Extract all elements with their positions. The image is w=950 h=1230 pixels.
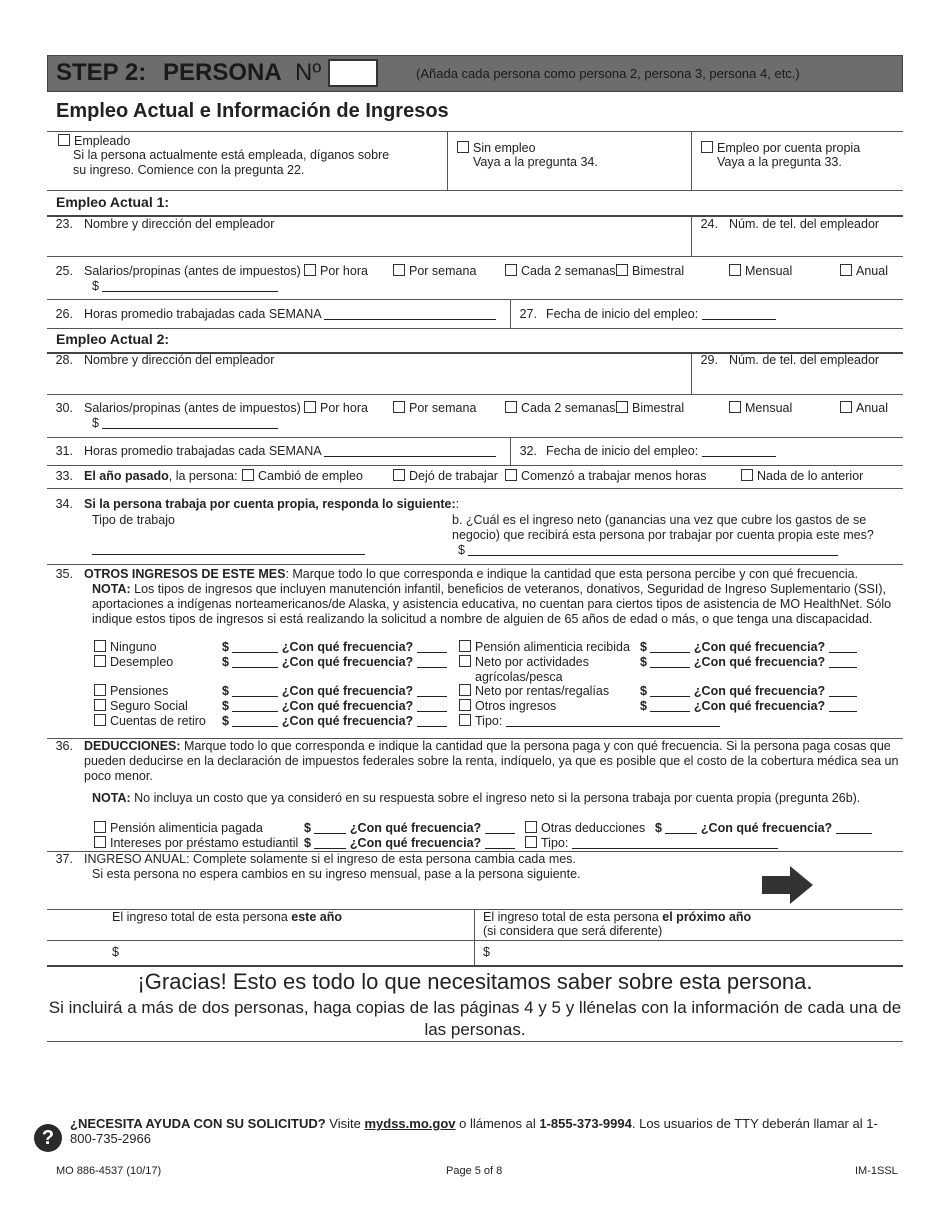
this-year-bold: este año — [291, 910, 342, 924]
option-label: Mensual — [745, 401, 793, 415]
q35-number: 35. — [55, 567, 73, 581]
frequency-label: ¿Con qué frecuencia? — [349, 821, 482, 835]
arrow-right-icon — [762, 866, 814, 904]
checkbox[interactable] — [459, 699, 471, 711]
checkbox[interactable] — [393, 401, 405, 413]
checkbox[interactable] — [393, 264, 405, 276]
option-label: Dejó de trabajar — [409, 469, 498, 483]
dollar-sign: $ — [640, 640, 647, 654]
option-label: Neto por rentas/regalías — [475, 684, 610, 698]
q34-title-text: Si la persona trabaja por cuenta propia, responda lo siguiente: — [84, 497, 456, 511]
q35-left-amount[interactable] — [222, 640, 447, 655]
form-code: IM-1SSL — [855, 1165, 898, 1177]
q28-number: 28. — [55, 353, 73, 367]
q34-number: 34. — [55, 497, 73, 511]
q25-hourly[interactable] — [304, 264, 368, 279]
option-label: Por semana — [409, 264, 477, 278]
option-label: Nada de lo anterior — [757, 469, 864, 483]
frequency-label: ¿Con qué frecuencia? — [281, 699, 414, 713]
q35-left-option[interactable] — [94, 655, 173, 670]
q34-type-label: Tipo de trabajo — [92, 513, 175, 527]
checkbox[interactable] — [459, 684, 471, 696]
checkbox[interactable] — [525, 821, 537, 833]
thanks-main: ¡Gracias! Esto es todo lo que necesitamos saber sobre esta persona. — [137, 969, 813, 994]
nota-text: No incluya un costo que ya consideró en su respuesta sobre el ingreso neto si la persona trabaja por cuenta propia (pregunta 26b). — [130, 791, 861, 805]
q30-amount[interactable] — [92, 416, 278, 431]
this-year-text: El ingreso total de esta persona — [112, 910, 292, 924]
q25-biweekly[interactable] — [505, 264, 616, 279]
dollar-sign: $ — [458, 543, 465, 557]
checkbox[interactable] — [840, 264, 852, 276]
checkbox[interactable] — [616, 401, 628, 413]
q32-number: 32. — [519, 444, 537, 458]
q30-weekly[interactable] — [393, 401, 476, 416]
help-text — [70, 1116, 890, 1146]
q34-colon: : — [455, 497, 460, 511]
frequency-label: ¿Con qué frecuencia? — [281, 684, 414, 698]
option-label: Seguro Social — [110, 699, 188, 713]
dollar-sign: $ — [304, 821, 311, 835]
q36-number: 36. — [55, 739, 73, 753]
job2-title: Empleo Actual 2: — [56, 331, 170, 347]
dollar-sign: $ — [304, 836, 311, 850]
q36-opt2[interactable] — [94, 836, 298, 851]
help-question-icon: ? — [34, 1124, 62, 1152]
option-label: Comenzó a trabajar menos horas — [521, 469, 707, 483]
frequency-label: ¿Con qué frecuencia? — [281, 640, 414, 654]
q33-opt1[interactable] — [242, 469, 363, 484]
q37-number: 37. — [55, 852, 73, 866]
q35-left-option[interactable] — [94, 714, 206, 729]
option-label: Tipo: — [541, 836, 569, 850]
next-year-amount[interactable]: $ — [483, 945, 490, 959]
nota-label: NOTA: — [92, 791, 131, 805]
q35-left-option[interactable] — [94, 684, 168, 699]
q36-title: DEDUCCIONES: — [84, 739, 181, 753]
q25-amount[interactable] — [92, 279, 278, 294]
q35-nota — [92, 582, 897, 627]
q29-label: Núm. de tel. del empleador — [729, 353, 880, 367]
help-phone: 1-855-373-9994 — [539, 1116, 632, 1131]
frequency-label: ¿Con qué frecuencia? — [281, 655, 414, 669]
frequency-label: ¿Con qué frecuencia? — [700, 821, 833, 835]
q28-label: Nombre y dirección del empleador — [84, 353, 275, 367]
dollar-sign: $ — [92, 416, 99, 430]
checkbox[interactable] — [94, 684, 106, 696]
frequency-label: ¿Con qué frecuencia? — [693, 684, 826, 698]
dollar-sign: $ — [640, 655, 647, 669]
frequency-label: ¿Con qué frecuencia? — [693, 655, 826, 669]
q31-label: Horas promedio trabajadas cada SEMANA — [84, 444, 321, 458]
employed-label: Empleado — [74, 134, 131, 148]
help-tty: . Los usuarios de TTY deberán llamar al 1-800-735-2966 — [70, 1116, 878, 1146]
q25-monthly[interactable] — [729, 264, 792, 279]
frequency-label: ¿Con qué frecuencia? — [349, 836, 482, 850]
q25-label: Salarios/propinas (antes de impuestos) — [84, 264, 301, 278]
help-call: o llámenos al — [455, 1116, 540, 1131]
q29-number: 29. — [700, 353, 718, 367]
thanks-sub: Si incluirá a más de dos personas, haga copias de las páginas 4 y 5 y llénelas con la información de cada una de las personas. — [48, 998, 902, 1039]
q26-label: Horas promedio trabajadas cada SEMANA — [84, 307, 321, 321]
frequency-label: ¿Con qué frecuencia? — [693, 640, 826, 654]
q37-line2: Si esta persona no espera cambios en su ingreso mensual, pase a la persona siguiente. — [92, 867, 581, 881]
q37-line1: INGRESO ANUAL: Complete solamente si el ingreso de esta persona cambia cada mes. — [84, 852, 576, 866]
option-label: Por semana — [409, 401, 477, 415]
q35-left-option[interactable] — [94, 640, 157, 655]
frequency-label: ¿Con qué frecuencia? — [693, 699, 826, 713]
q27-label: Fecha de inicio del empleo: — [546, 307, 699, 321]
job1-title: Empleo Actual 1: — [56, 194, 170, 210]
self-employed-option[interactable] — [701, 141, 860, 156]
q25-bimonthly[interactable] — [616, 264, 684, 279]
employed-option[interactable] — [58, 134, 130, 149]
checkbox[interactable] — [94, 836, 106, 848]
q36-opt3-amount[interactable] — [655, 821, 872, 836]
checkbox[interactable] — [459, 655, 471, 667]
checkbox[interactable] — [459, 640, 471, 652]
option-label: Otros ingresos — [475, 699, 557, 713]
header-note: (Añada cada persona como persona 2, persona 3, persona 4, etc.) — [416, 66, 800, 81]
this-year-label — [112, 910, 342, 925]
option-label: Intereses por préstamo estudiantil — [110, 836, 299, 850]
q35-right-option[interactable] — [459, 714, 735, 729]
dollar-sign: $ — [222, 684, 229, 698]
next-year-note: (si considera que será diferente) — [483, 924, 663, 938]
q26-number: 26. — [55, 307, 73, 321]
q35-left-option[interactable] — [94, 699, 188, 714]
nota-text: Los tipos de ingresos que incluyen manutención infantil, beneficios de veteranos, donativos, Seguridad de Ingreso Suplementario (SSI), aportaciones a indígenas norteamericanos/de Alaska, y asistencia educativa, no cuentan para ciertos tipos de asistencia de MO HealthNet. Sólo indique estos tipos de ingresos si está realizando la solicitud a nombre de alguien de 65 años de edad o más, o que tenga una discapacidad. — [92, 582, 892, 626]
q34-type-input[interactable] — [92, 542, 365, 555]
q36-opt3[interactable] — [525, 821, 645, 836]
q33-bold: El año pasado — [84, 469, 169, 483]
dollar-sign: $ — [222, 714, 229, 728]
q36-nota — [92, 791, 892, 806]
unemployed-checkbox[interactable] — [457, 141, 469, 153]
q36-opt1-amount[interactable] — [304, 821, 515, 836]
checkbox[interactable] — [304, 401, 316, 413]
help-visit: Visite — [325, 1116, 365, 1131]
q24-number: 24. — [700, 217, 718, 231]
checkbox[interactable] — [741, 469, 753, 481]
q32-field[interactable] — [546, 444, 776, 459]
q30-biweekly[interactable] — [505, 401, 616, 416]
q36-opt2-amount[interactable] — [304, 836, 515, 851]
q34-title — [84, 497, 459, 512]
q33-label — [84, 469, 238, 484]
q35-right-amount[interactable] — [640, 684, 857, 699]
option-label: Cuentas de retiro — [110, 714, 206, 728]
checkbox[interactable] — [505, 401, 517, 413]
q30-bimonthly[interactable] — [616, 401, 684, 416]
option-label: Cambió de empleo — [258, 469, 363, 483]
unemployed-label: Sin empleo — [473, 141, 536, 155]
option-label: Por hora — [320, 264, 368, 278]
q35-right-amount[interactable] — [640, 640, 857, 655]
dollar-sign: $ — [222, 655, 229, 669]
q33-rest: , la persona: — [168, 469, 238, 483]
q34-b-text: b. ¿Cuál es el ingreso neto (ganancias una vez que cubre los gastos de se negocio) que recibirá esta persona por trabajar por cuenta propia este mes? — [452, 513, 874, 542]
dollar-sign: $ — [655, 821, 662, 835]
q30-hourly[interactable] — [304, 401, 368, 416]
dollar-sign: $ — [640, 684, 647, 698]
q35-intro — [84, 567, 894, 582]
option-label: Por hora — [320, 401, 368, 415]
q33-opt3[interactable] — [505, 469, 707, 484]
q30-label: Salarios/propinas (antes de impuestos) — [84, 401, 301, 415]
unemployed-description: Vaya a la pregunta 34. — [473, 155, 598, 169]
checkbox[interactable] — [525, 836, 537, 848]
form-number: MO 886-4537 (10/17) — [56, 1165, 162, 1177]
checkbox[interactable] — [393, 469, 405, 481]
q35-right-option[interactable] — [459, 655, 650, 685]
checkbox[interactable] — [94, 714, 106, 726]
checkbox[interactable] — [459, 714, 471, 726]
dollar-sign: $ — [222, 640, 229, 654]
option-label: Mensual — [745, 264, 793, 278]
checkbox[interactable] — [242, 469, 254, 481]
q26-field[interactable] — [84, 307, 496, 322]
step-header — [47, 55, 903, 92]
option-label: Tipo: — [475, 714, 503, 728]
dollar-sign: $ — [92, 279, 99, 293]
q35-right-amount[interactable] — [640, 655, 857, 670]
step-label: STEP 2: — [56, 59, 147, 86]
checkbox[interactable] — [94, 655, 106, 667]
q35-left-amount[interactable] — [222, 714, 447, 729]
q35-title: OTROS INGRESOS DE ESTE MES — [84, 567, 286, 581]
q35-intro-text: : Marque todo lo que corresponda e indique la cantidad que esta persona percibe y con qué frecuencia. — [285, 567, 859, 581]
this-year-amount[interactable]: $ — [112, 945, 119, 959]
employed-description: Si la persona actualmente está empleada, díganos sobre su ingreso. Comience con la pregunta 22. — [73, 148, 390, 177]
q25-number: 25. — [55, 264, 73, 278]
next-year-text: El ingreso total de esta persona — [483, 910, 663, 924]
q25-weekly[interactable] — [393, 264, 476, 279]
nota-label: NOTA: — [92, 582, 131, 596]
self-employed-checkbox[interactable] — [701, 141, 713, 153]
q33-opt4[interactable] — [741, 469, 863, 484]
option-label: Cada 2 semanas — [521, 264, 616, 278]
q36-opt4[interactable] — [525, 836, 778, 851]
q32-label: Fecha de inicio del empleo: — [546, 444, 699, 458]
self-employed-description: Vaya a la pregunta 33. — [717, 155, 842, 169]
section-title: Empleo Actual e Información de Ingresos — [56, 100, 449, 122]
option-label: Pensión alimenticia pagada — [110, 821, 263, 835]
option-label: Pensión alimenticia recibida — [475, 640, 630, 654]
option-label: Bimestral — [632, 264, 685, 278]
q31-number: 31. — [55, 444, 73, 458]
q24-label: Núm. de tel. del empleador — [729, 217, 880, 231]
checkbox[interactable] — [94, 640, 106, 652]
q27-field[interactable] — [546, 307, 776, 322]
q30-number: 30. — [55, 401, 73, 415]
q35-left-amount[interactable] — [222, 655, 447, 670]
q30-annual[interactable] — [840, 401, 888, 416]
option-label: Anual — [856, 264, 888, 278]
page-number: Page 5 of 8 — [446, 1165, 503, 1177]
q36-body: Marque todo lo que corresponda e indique la cantidad que la persona paga y con qué frecuencia. Si la persona paga cosas que pueden deducirse en la declaración de impuestos federales sobre la renta, indíquelo, ya que es posible que el costo de la cobertura médica sea un poco menor. — [84, 739, 899, 783]
help-website-link[interactable]: mydss.mo.gov — [364, 1116, 456, 1131]
numero-label: Nº — [295, 59, 322, 86]
self-employed-label: Empleo por cuenta propia — [717, 141, 861, 155]
q36-text — [84, 739, 899, 784]
q23-label: Nombre y dirección del empleador — [84, 217, 275, 231]
dollar-sign: $ — [640, 699, 647, 713]
q30-monthly[interactable] — [729, 401, 792, 416]
option-label: Pensiones — [110, 684, 169, 698]
q33-number: 33. — [55, 469, 73, 483]
q35-left-amount[interactable] — [222, 699, 447, 714]
next-year-label — [483, 910, 751, 925]
q25-annual[interactable] — [840, 264, 888, 279]
checkbox[interactable] — [616, 264, 628, 276]
checkbox[interactable] — [840, 401, 852, 413]
option-label: Bimestral — [632, 401, 685, 415]
dollar-sign: $ — [222, 699, 229, 713]
checkbox[interactable] — [505, 469, 517, 481]
option-label: Anual — [856, 401, 888, 415]
q33-opt2[interactable] — [393, 469, 498, 484]
q23-number: 23. — [55, 217, 73, 231]
help-question: ¿NECESITA AYUDA CON SU SOLICITUD? — [70, 1116, 326, 1131]
q34-b-amount[interactable] — [458, 543, 838, 558]
q36-opt1[interactable] — [94, 821, 263, 836]
option-label: Neto por actividades agrícolas/pesca — [475, 655, 589, 684]
q31-field[interactable] — [84, 444, 496, 459]
q35-right-amount[interactable] — [640, 699, 857, 714]
persona-label: PERSONA — [163, 59, 282, 86]
checkbox[interactable] — [729, 264, 741, 276]
next-year-bold: el próximo año — [662, 910, 752, 924]
unemployed-option[interactable] — [457, 141, 536, 156]
option-label: Otras deducciones — [541, 821, 646, 835]
option-label: Cada 2 semanas — [521, 401, 616, 415]
checkbox[interactable] — [304, 264, 316, 276]
checkbox[interactable] — [505, 264, 517, 276]
q35-left-amount[interactable] — [222, 684, 447, 699]
frequency-label: ¿Con qué frecuencia? — [281, 714, 414, 728]
employed-checkbox[interactable] — [58, 134, 70, 146]
checkbox[interactable] — [729, 401, 741, 413]
option-label: Ninguno — [110, 640, 157, 654]
persona-number-input[interactable] — [328, 59, 378, 87]
option-label: Desempleo — [110, 655, 174, 669]
checkbox[interactable] — [94, 821, 106, 833]
checkbox[interactable] — [94, 699, 106, 711]
q27-number: 27. — [519, 307, 537, 321]
